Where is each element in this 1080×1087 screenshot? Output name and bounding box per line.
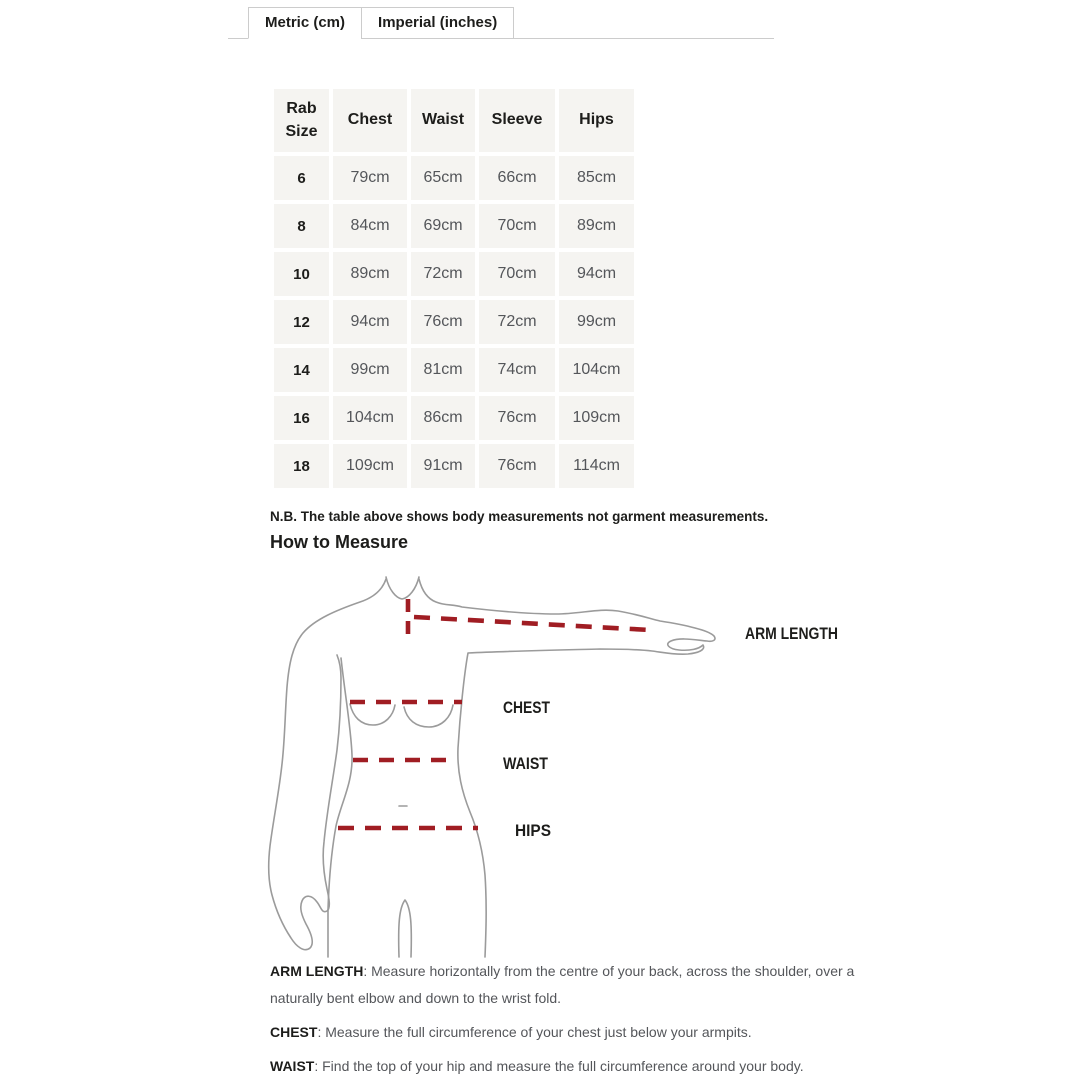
size-cell: 10 xyxy=(274,252,329,296)
instruction-text: : Find the top of your hip and measure the full circumference around your body. xyxy=(314,1058,804,1074)
column-header-rab-size: Rab Size xyxy=(274,89,329,152)
measurement-cell: 65cm xyxy=(411,156,475,200)
body-outline xyxy=(269,579,386,950)
instruction-text: : Measure horizontally from the centre of your back, across the shoulder, over a naturally bent elbow and down to the wrist fold. xyxy=(270,963,855,1006)
body-measurement-diagram xyxy=(260,570,860,962)
instruction-label: WAIST xyxy=(270,1058,315,1074)
body-outline xyxy=(386,577,419,599)
measurement-cell: 94cm xyxy=(559,252,634,296)
measurement-cell: 104cm xyxy=(559,348,634,392)
measurement-cell: 79cm xyxy=(333,156,407,200)
measurement-cell: 85cm xyxy=(559,156,634,200)
table-row xyxy=(274,252,634,296)
measurement-cell: 72cm xyxy=(479,300,555,344)
measurement-cell: 76cm xyxy=(411,300,475,344)
table-row xyxy=(274,300,634,344)
measurement-cell: 76cm xyxy=(479,444,555,488)
measurement-cell: 99cm xyxy=(559,300,634,344)
tab-metric[interactable]: Metric (cm) xyxy=(248,7,362,39)
measurement-cell: 109cm xyxy=(559,396,634,440)
size-table-body xyxy=(274,156,634,488)
column-header-hips: Hips xyxy=(559,89,634,152)
table-row xyxy=(274,348,634,392)
measurement-cell: 72cm xyxy=(411,252,475,296)
waist-label: WAIST xyxy=(503,754,549,773)
measurement-cell: 69cm xyxy=(411,204,475,248)
table-row xyxy=(274,396,634,440)
table-row xyxy=(274,156,634,200)
units-tab-bar xyxy=(228,7,774,39)
instruction-text: : Measure the full circumference of your chest just below your armpits. xyxy=(317,1024,752,1040)
measurement-cell: 74cm xyxy=(479,348,555,392)
body-outline xyxy=(399,900,412,957)
body-outline xyxy=(404,705,453,727)
column-header-sleeve: Sleeve xyxy=(479,89,555,152)
column-header-chest: Chest xyxy=(333,89,407,152)
chest-label: CHEST xyxy=(503,698,551,717)
measurement-cell: 86cm xyxy=(411,396,475,440)
measurement-cell: 84cm xyxy=(333,204,407,248)
size-cell: 18 xyxy=(274,444,329,488)
table-row xyxy=(274,204,634,248)
arm-length-dash-line xyxy=(414,617,650,630)
size-cell: 16 xyxy=(274,396,329,440)
instruction-paragraph xyxy=(270,958,892,1012)
size-cell: 6 xyxy=(274,156,329,200)
column-header-waist: Waist xyxy=(411,89,475,152)
instruction-label: ARM LENGTH xyxy=(270,963,364,979)
instruction-paragraph xyxy=(270,1019,892,1046)
table-row xyxy=(274,444,634,488)
hips-label: HIPS xyxy=(515,821,551,840)
measurement-cell: 70cm xyxy=(479,204,555,248)
measurement-cell: 109cm xyxy=(333,444,407,488)
measurement-cell: 104cm xyxy=(333,396,407,440)
measurement-cell: 81cm xyxy=(411,348,475,392)
how-to-measure-heading: How to Measure xyxy=(270,532,409,552)
measurement-cell: 76cm xyxy=(479,396,555,440)
measurement-cell: 94cm xyxy=(333,300,407,344)
arm-length-label: ARM LENGTH xyxy=(745,624,838,643)
size-cell: 8 xyxy=(274,204,329,248)
measure-instructions xyxy=(270,958,892,1087)
size-cell: 14 xyxy=(274,348,329,392)
measurement-cell: 66cm xyxy=(479,156,555,200)
measurement-cell: 114cm xyxy=(559,444,634,488)
measurement-cell: 99cm xyxy=(333,348,407,392)
size-cell: 12 xyxy=(274,300,329,344)
measurement-cell: 91cm xyxy=(411,444,475,488)
body-outline xyxy=(350,704,395,725)
measurement-cell: 89cm xyxy=(559,204,634,248)
size-table-header xyxy=(274,89,634,152)
measurement-cell: 70cm xyxy=(479,252,555,296)
size-table xyxy=(270,85,638,492)
body-outline xyxy=(419,579,715,957)
tab-imperial[interactable]: Imperial (inches) xyxy=(361,7,514,39)
instruction-paragraph xyxy=(270,1053,892,1080)
instruction-label: CHEST xyxy=(270,1024,318,1040)
body-measurements-note: N.B. The table above shows body measurements not garment measurements. xyxy=(270,509,769,524)
measurement-cell: 89cm xyxy=(333,252,407,296)
header-row xyxy=(274,89,634,152)
